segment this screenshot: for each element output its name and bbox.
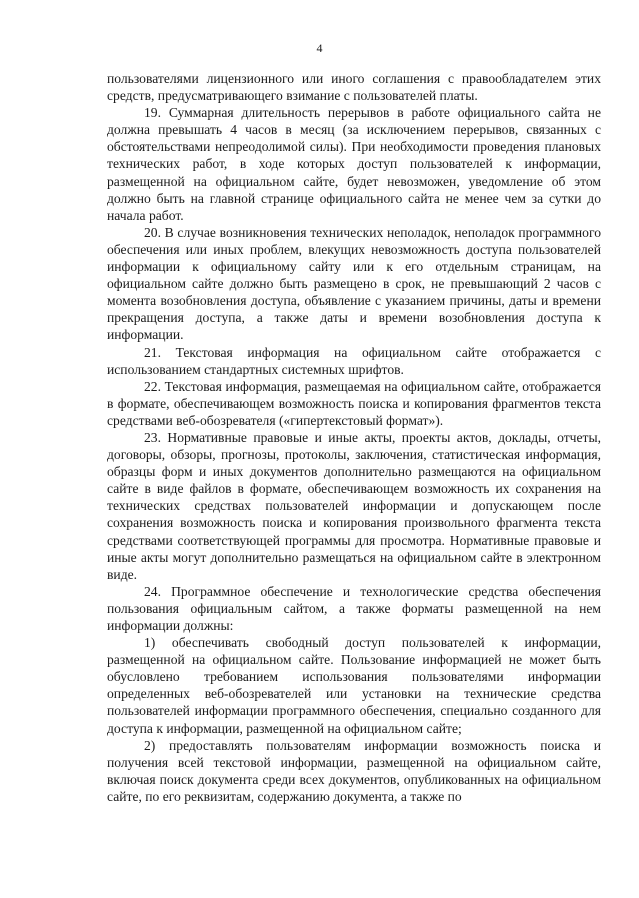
paragraph-24: 24. Программное обеспечение и технологические средства обеспечения пользования официальным сайтом, а также форматы размещенной на нем информации должны: [107,583,601,633]
paragraph-21: 21. Текстовая информация на официальном сайте отображается с использованием стандартных системных шрифтов. [107,344,601,377]
paragraph-continuation: пользователями лицензионного или иного соглашения с правообладателем этих средств, предусматривающего взимание с пользователей платы. [107,71,601,104]
page-number: 4 [316,41,323,55]
paragraph-19: 19. Суммарная длительность перерывов в работе официального сайта не должна превышать 4 часов в месяц (за исключением перерывов, связанных с обстоятельствами непреодолимой силы). При необходимости проведения плановых технических работ, в ходе которых доступ пользователей к информации, размещенной на официальном сайте, будет невозможен, уведомление об этом должно быть на главной странице официального сайта не менее чем за сутки до начала работ. [107,105,601,223]
document-body [107,70,601,805]
list-item-1: 1) обеспечивать свободный доступ пользователей к информации, размещенной на официальном сайте. Пользование информацией не может быть обусловлено требованием использования пользователями информации определенных веб-обозревателей или установки на технические средства пользователей информации программного обеспечения, специально созданного для доступа к информации, размещенной на официальном сайте; [107,635,601,736]
paragraph-23: 23. Нормативные правовые и иные акты, проекты актов, доклады, отчеты, договоры, обзоры, прогнозы, протоколы, заключения, статистическая информация, образцы форм и иных документов дополнительно размещаются на официальном сайте в виде файлов в формате, обеспечивающем возможность их сохранения на технических средствах пользователей информации и допускающем после сохранения возможность поиска и копирования произвольного фрагмента текста средствами соответствующей программы для просмотра. Нормативные правовые и иные акты могут дополнительно размещаться на официальном сайте в электронном виде. [107,429,601,582]
list-item-2: 2) предоставлять пользователям информации возможность поиска и получения всей текстовой информации, размещенной на официальном сайте, включая поиск документа среди всех документов, опубликованных на официальном сайте, по его реквизитам, содержанию документа, а также по [107,737,601,804]
paragraph-20: 20. В случае возникновения технических неполадок, неполадок программного обеспечения или иных проблем, влекущих невозможность доступа пользователей информации к официальному сайту или к его отдельным страницам, на официальном сайте должно быть размещено в срок, не превышающий 2 часов с момента возобновления доступа, объявление с указанием причины, даты и времени прекращения доступа, а также даты и времени возобновления доступа к информации. [107,224,601,343]
paragraph-22: 22. Текстовая информация, размещаемая на официальном сайте, отображается в формате, обеспечивающем возможность поиска и копирования фрагментов текста средствами веб-обозревателя («гипертекстовый формат»). [107,378,601,428]
